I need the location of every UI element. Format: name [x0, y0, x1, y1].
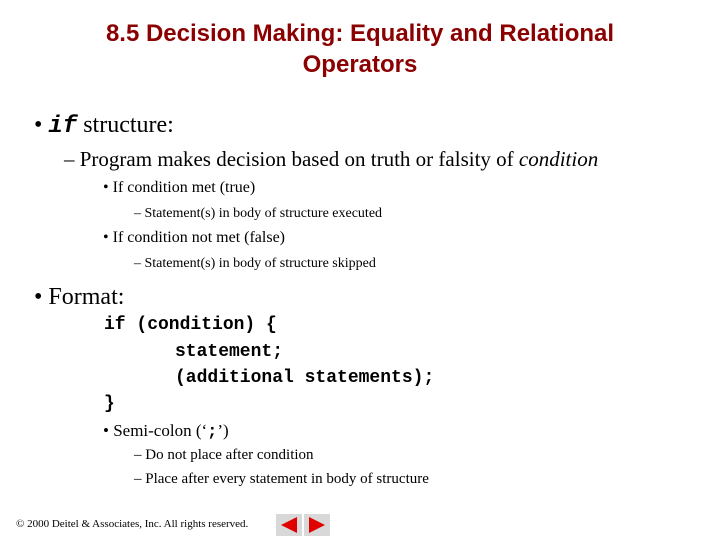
met-sub-text: Statement(s) in body of structure executed: [144, 206, 383, 221]
semi-sub-1-text: Do not place after condition: [145, 447, 314, 463]
bullet-marker: •: [103, 229, 109, 246]
bullet-program-decision: [64, 147, 598, 172]
program-text: Program makes decision based on truth or falsity of: [79, 147, 519, 171]
title-line-1: 8.5 Decision Making: Equality and Relational: [105, 20, 615, 47]
slide-title: [0, 18, 720, 80]
triangle-right-icon: [304, 514, 330, 536]
condition-met-text: If condition met (true): [112, 179, 256, 196]
dash-marker: –: [134, 206, 141, 221]
bullet-condition-not-met: [103, 229, 285, 247]
condition-not-met-text: If condition not met (false): [112, 229, 285, 246]
if-structure-label: structure:: [77, 112, 174, 138]
code-line-3: (additional statements);: [175, 368, 435, 388]
code-line-2: statement;: [175, 342, 284, 362]
bullet-semi-sub-1: [134, 447, 314, 464]
dash-marker: –: [134, 471, 142, 487]
code-line-4: }: [104, 394, 115, 414]
bullet-marker: •: [103, 421, 109, 440]
previous-slide-button[interactable]: [276, 514, 302, 536]
triangle-left-icon: [276, 514, 302, 536]
next-slide-button[interactable]: [304, 514, 330, 536]
dash-marker: –: [134, 256, 141, 271]
dash-marker: –: [134, 447, 142, 463]
bullet-semicolon: [103, 421, 229, 442]
format-label: Format:: [48, 284, 125, 310]
bullet-marker: •: [103, 179, 109, 196]
bullet-semi-sub-2: [134, 471, 429, 488]
bullet-format: [34, 284, 124, 311]
dash-marker: –: [64, 147, 75, 171]
copyright-footer: © 2000 Deitel & Associates, Inc. All rights reserved.: [16, 518, 249, 530]
code-line-1: if (condition) {: [104, 315, 277, 335]
bullet-condition-met: [103, 179, 255, 197]
bullet-not-met-sub: [134, 256, 376, 272]
bullet-marker: •: [34, 112, 43, 138]
bullet-met-sub: [134, 206, 382, 222]
semicolon-char: ;: [207, 423, 218, 442]
if-keyword: if: [48, 113, 78, 140]
bullet-if-structure: [34, 112, 174, 140]
not-met-sub-text: Statement(s) in body of structure skipped: [144, 256, 376, 271]
semicolon-text-pre: Semi-colon (‘: [113, 421, 208, 440]
bullet-marker: •: [34, 284, 43, 310]
semi-sub-2-text: Place after every statement in body of structure: [145, 471, 429, 487]
semicolon-text-post: ’): [217, 421, 229, 440]
condition-word: condition: [518, 147, 599, 171]
title-line-2: Operators: [302, 51, 418, 78]
